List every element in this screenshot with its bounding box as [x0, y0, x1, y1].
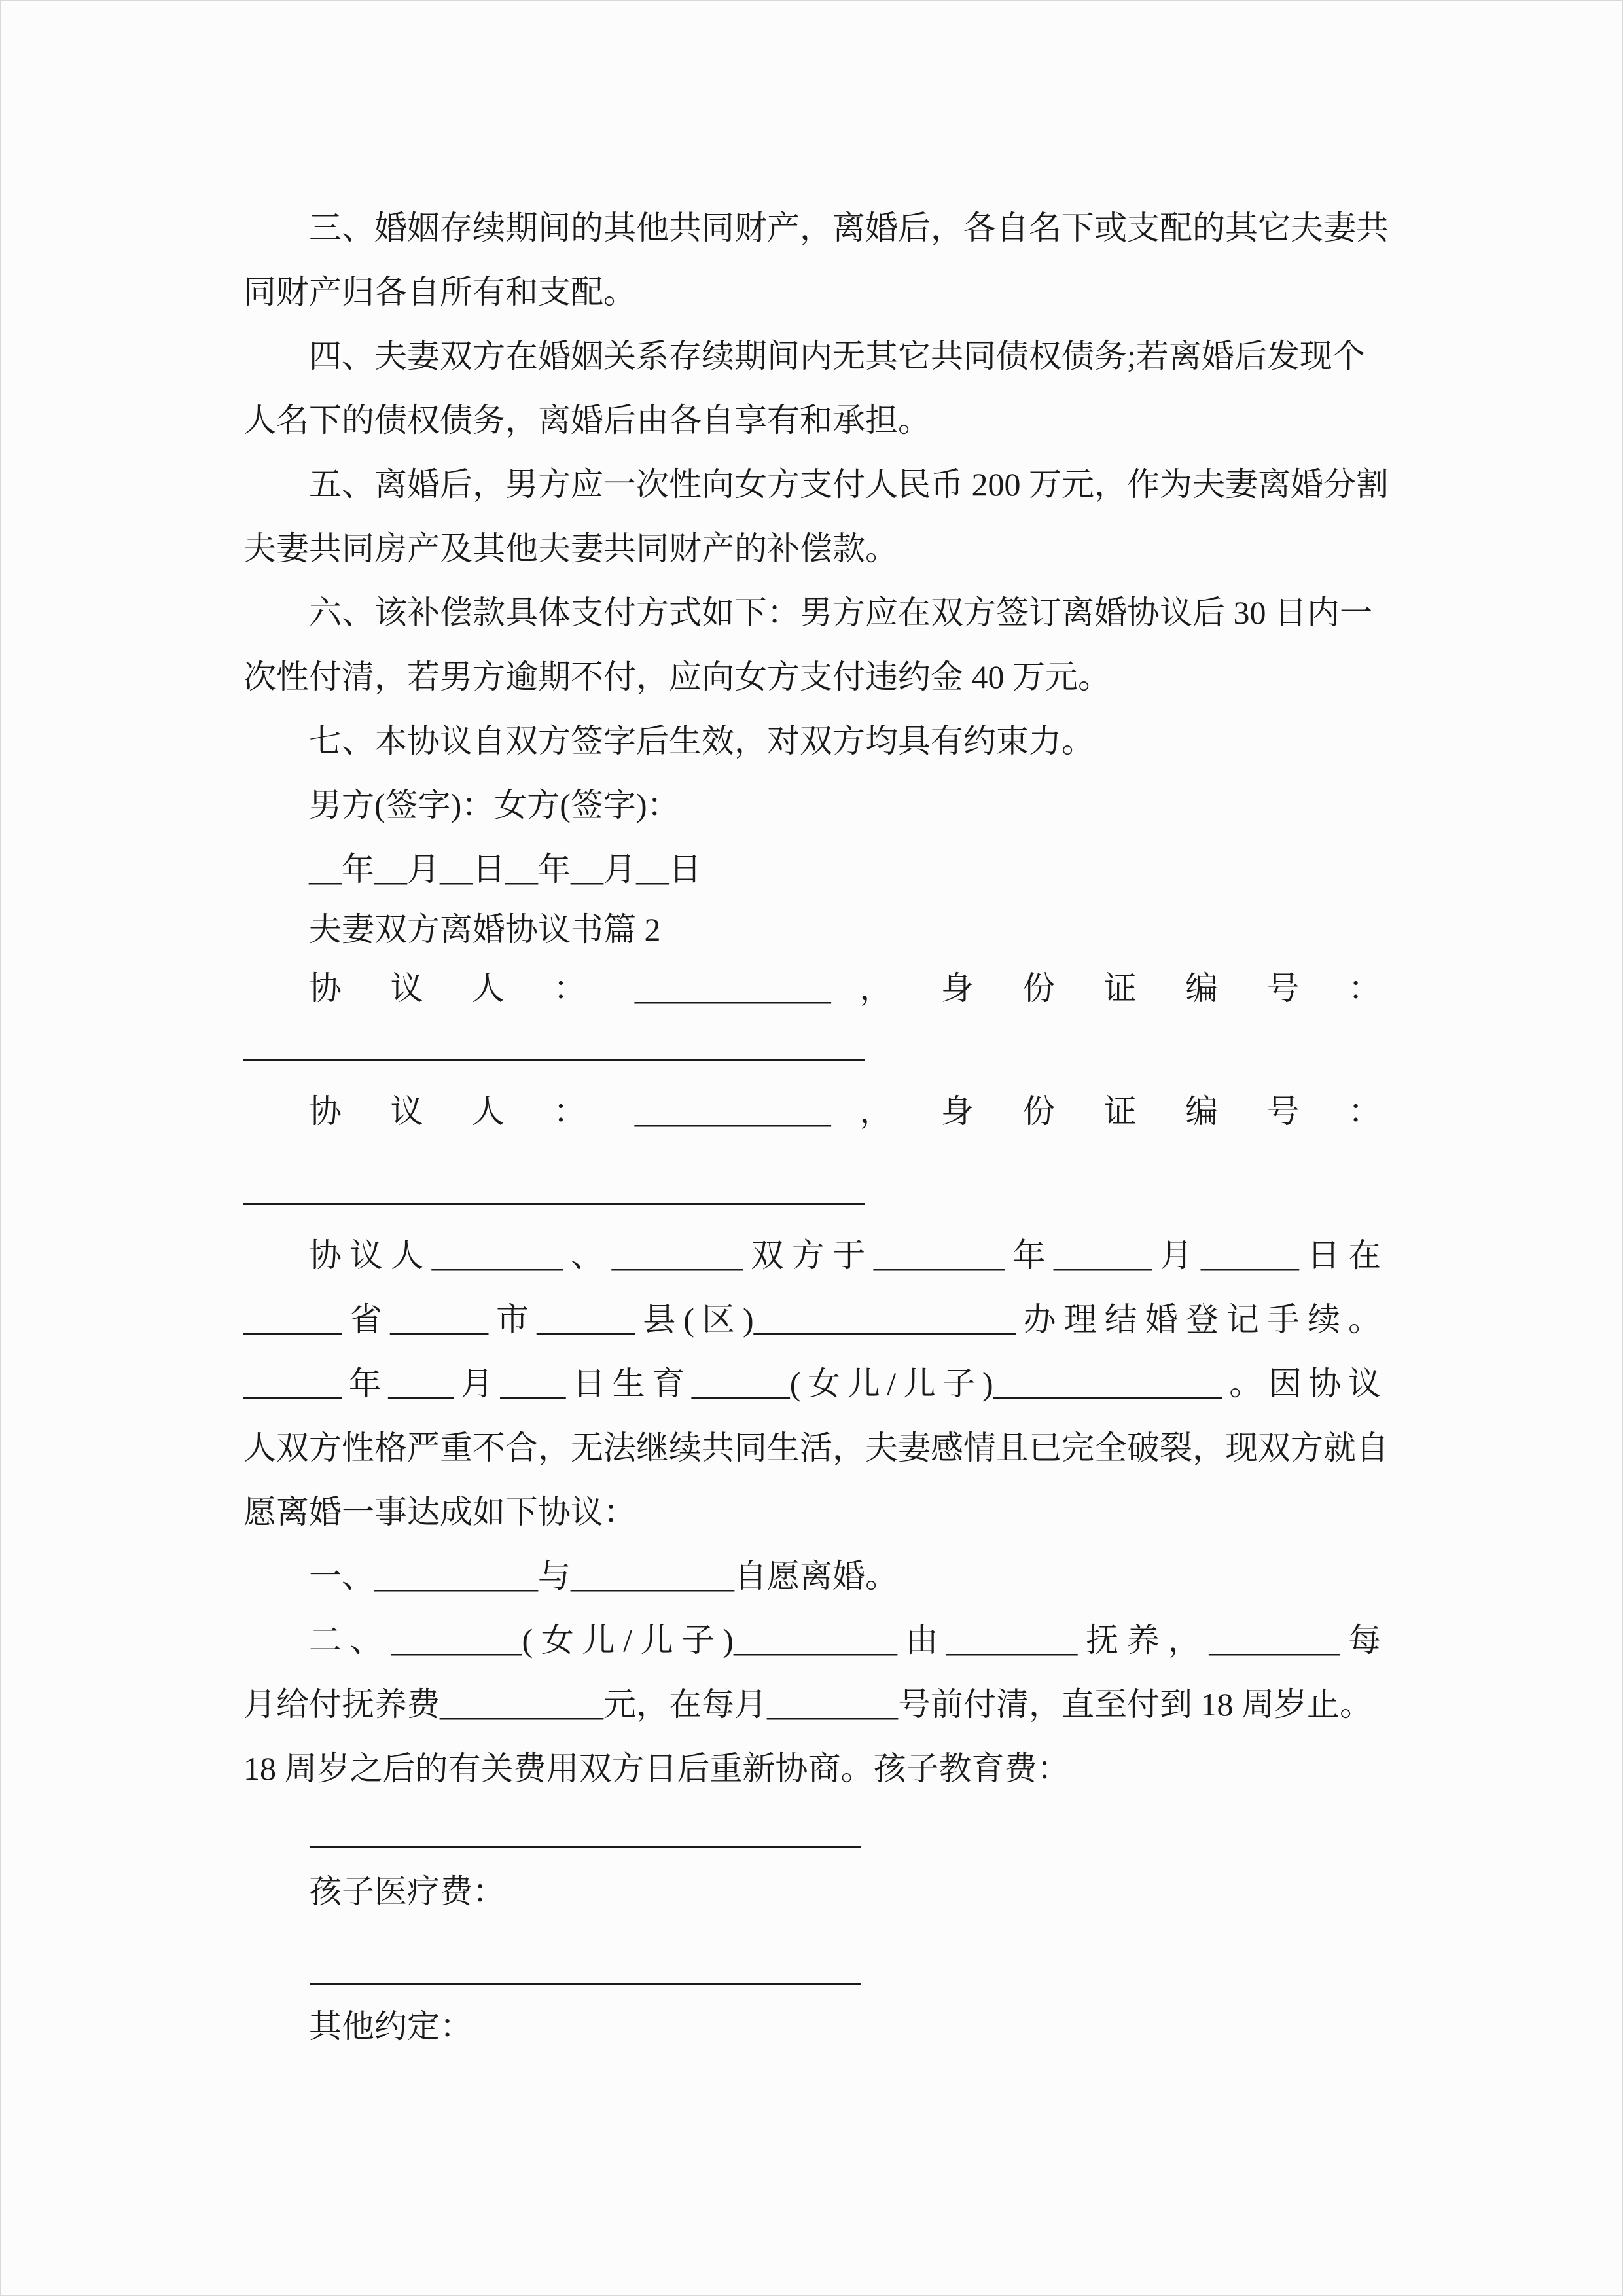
clause-three-line-1: 三、婚姻存续期间的其他共同财产，离婚后，各自名下或支配的其它夫妻共: [309, 209, 1389, 246]
medical-fee-blank-line: [310, 1983, 861, 1985]
divorce-reason-line-2: 愿离婚一事达成如下协议：: [243, 1494, 636, 1530]
item-two-custody-line-3: 18 周岁之后的有关费用双方日后重新协商。孩子教育费：: [243, 1750, 1070, 1787]
party-b-id-blank-line: [243, 1203, 865, 1205]
item-two-custody-line-1: 二、________(女儿/儿子)__________由________抚养，________每: [309, 1622, 1381, 1659]
item-one-voluntary-divorce-line: 一、__________与__________自愿离婚。: [309, 1558, 898, 1594]
part-two-heading: 夫妻双方离婚协议书篇 2: [309, 911, 661, 948]
clause-five-line-2: 夫妻共同房产及其他夫妻共同财产的补偿款。: [243, 530, 898, 567]
divorce-reason-line-1: 人双方性格严重不合，无法继续共同生活，夫妻感情且已完全破裂，现双方就自: [243, 1429, 1389, 1466]
clause-four-line-2: 人名下的债权债务，离婚后由各自享有和承担。: [243, 402, 931, 439]
signature-labels-line: 男方(签字)：女方(签字)：: [309, 787, 680, 823]
clause-six-line-2: 次性付清，若男方逾期不付，应向女方支付违约金 40 万元。: [243, 658, 1111, 695]
education-fee-blank-line: [310, 1846, 861, 1848]
clause-five-line-1: 五、离婚后，男方应一次性向女方支付人民币 200 万元，作为夫妻离婚分割: [309, 466, 1389, 503]
marriage-registration-line-2: ______省______市______县(区)________________办理结婚登记手续。: [243, 1301, 1381, 1338]
party-a-identity-line: 协 议 人 ： ____________ ， 身 份 证 编 号 ：: [309, 970, 1381, 1007]
clause-three-line-2: 同财产归各自所有和支配。: [243, 274, 636, 310]
item-two-custody-line-2: 月给付抚养费__________元，在每月________号前付清，直至付到 18 周岁止。: [243, 1686, 1372, 1723]
clause-four-line-1: 四、夫妻双方在婚姻关系存续期间内无其它共同债权债务;若离婚后发现个: [309, 338, 1365, 374]
other-agreements-label: 其他约定：: [309, 2008, 473, 2045]
clause-seven-line: 七、本协议自双方签字后生效，对双方均具有约束力。: [309, 723, 1094, 759]
marriage-registration-line-1: 协议人________、________双方于________年______月______日在: [309, 1237, 1381, 1274]
party-a-id-blank-line: [243, 1059, 865, 1061]
clause-six-line-1: 六、该补偿款具体支付方式如下：男方应在双方签订离婚协议后 30 日内一: [309, 594, 1372, 631]
signature-date-line: __年__月__日__年__月__日: [309, 851, 702, 888]
child-birth-line: ______年____月____日生育______(女儿/儿子)______________。因协议: [243, 1365, 1381, 1402]
medical-fee-label: 孩子医疗费：: [309, 1873, 505, 1910]
party-b-identity-line: 协 议 人 ： ____________ ， 身 份 证 编 号 ：: [309, 1093, 1381, 1130]
